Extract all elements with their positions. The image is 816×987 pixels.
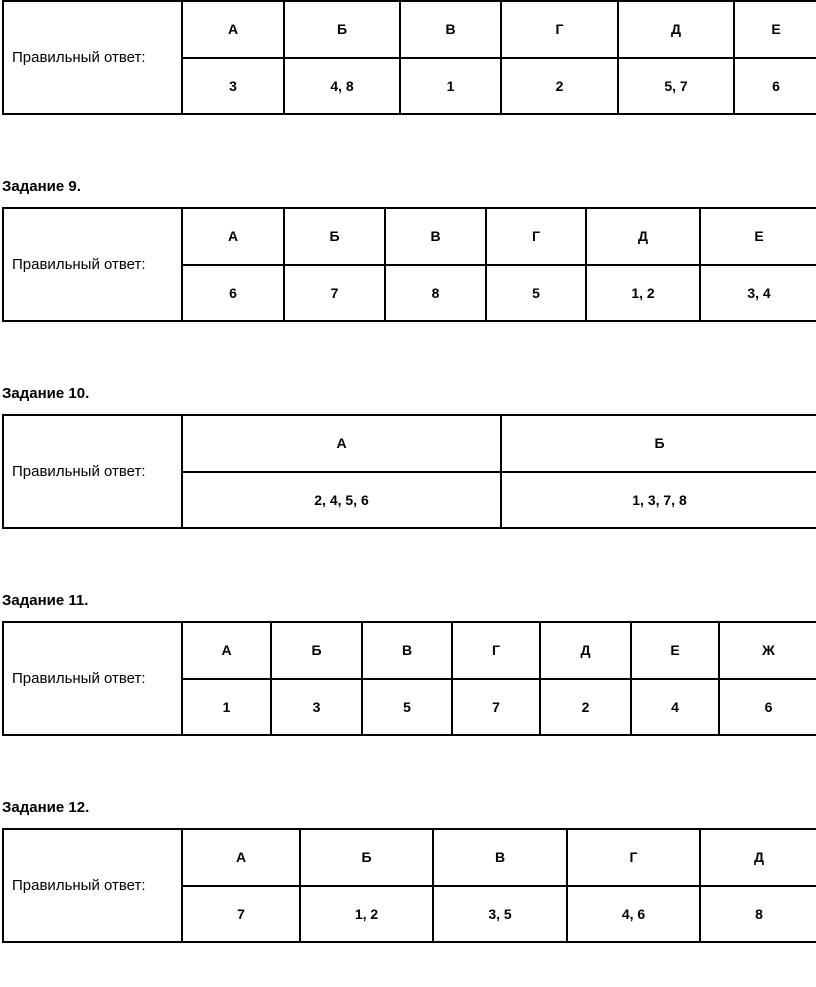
value-cell: 7 (284, 265, 385, 322)
answer-table-11 (2, 621, 816, 736)
header-cell: Б (501, 415, 816, 472)
task-title: Задание 10. (2, 385, 90, 402)
value-cell: 4 (631, 679, 719, 736)
header-cell: Е (631, 622, 719, 679)
header-cell: Е (734, 1, 816, 58)
answer-table-9 (2, 207, 816, 322)
value-cell: 2, 4, 5, 6 (182, 472, 501, 529)
table-row (3, 829, 816, 886)
value-cell: 5, 7 (618, 58, 734, 115)
value-cell: 3, 5 (433, 886, 567, 943)
answer-label: Правильный ответ: (3, 208, 182, 321)
table-row (3, 415, 816, 472)
table-row (3, 622, 816, 679)
header-cell: Ж (719, 622, 816, 679)
task-title: Задание 11. (2, 592, 89, 609)
value-cell: 4, 8 (284, 58, 400, 115)
header-cell: Д (700, 829, 816, 886)
header-cell: В (385, 208, 486, 265)
value-cell: 7 (182, 886, 300, 943)
header-cell: Б (284, 1, 400, 58)
header-cell: А (182, 622, 271, 679)
table-row (3, 1, 816, 58)
header-cell: В (433, 829, 567, 886)
value-cell: 8 (700, 886, 816, 943)
value-cell: 1 (400, 58, 501, 115)
header-cell: А (182, 829, 300, 886)
value-cell: 1, 3, 7, 8 (501, 472, 816, 529)
answer-label: Правильный ответ: (3, 415, 182, 528)
value-cell: 2 (540, 679, 631, 736)
header-cell: Е (700, 208, 816, 265)
header-cell: А (182, 208, 284, 265)
answer-table-10 (2, 414, 816, 529)
header-cell: Г (452, 622, 540, 679)
value-cell: 5 (362, 679, 452, 736)
header-cell: Д (618, 1, 734, 58)
answer-label: Правильный ответ: (3, 829, 182, 942)
answer-table-8 (2, 0, 816, 115)
task-title: Задание 9. (2, 178, 81, 195)
value-cell: 7 (452, 679, 540, 736)
value-cell: 1 (182, 679, 271, 736)
value-cell: 1, 2 (586, 265, 700, 322)
value-cell: 3 (182, 58, 284, 115)
header-cell: Б (284, 208, 385, 265)
value-cell: 8 (385, 265, 486, 322)
value-cell: 2 (501, 58, 618, 115)
value-cell: 3, 4 (700, 265, 816, 322)
header-cell: Г (486, 208, 586, 265)
header-cell: Б (271, 622, 362, 679)
header-cell: А (182, 1, 284, 58)
table-row (3, 208, 816, 265)
value-cell: 6 (719, 679, 816, 736)
answer-label: Правильный ответ: (3, 1, 182, 114)
answer-label: Правильный ответ: (3, 622, 182, 735)
header-cell: В (362, 622, 452, 679)
answer-table-12 (2, 828, 816, 943)
header-cell: Д (586, 208, 700, 265)
header-cell: Г (501, 1, 618, 58)
header-cell: В (400, 1, 501, 58)
value-cell: 6 (182, 265, 284, 322)
value-cell: 4, 6 (567, 886, 700, 943)
value-cell: 3 (271, 679, 362, 736)
value-cell: 5 (486, 265, 586, 322)
task-title: Задание 12. (2, 799, 90, 816)
value-cell: 6 (734, 58, 816, 115)
header-cell: Г (567, 829, 700, 886)
header-cell: Б (300, 829, 433, 886)
value-cell: 1, 2 (300, 886, 433, 943)
header-cell: Д (540, 622, 631, 679)
header-cell: А (182, 415, 501, 472)
